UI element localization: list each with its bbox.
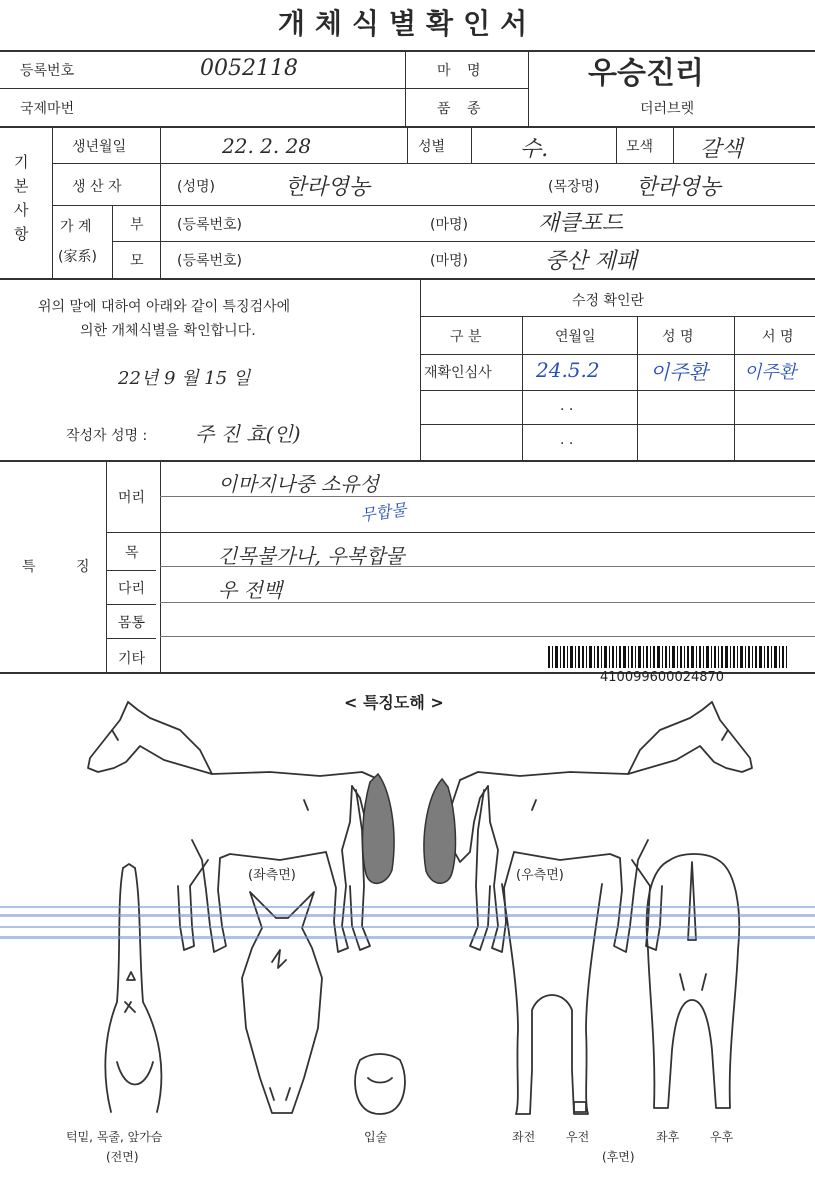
writing-line: [160, 636, 815, 637]
revision-row-2-date: . .: [560, 398, 574, 414]
col-divider: [160, 126, 161, 278]
sire-name-value: 재클포드: [538, 211, 624, 236]
horse-head-front-diagram: [232, 888, 332, 1126]
horse-name-label: 마 명: [437, 63, 487, 79]
other-label: 기타: [118, 651, 146, 667]
author-signature: 주 진 효(인): [195, 422, 301, 446]
horse-left-tail-diagram: [350, 770, 400, 890]
horse-rear-view-diagram: [640, 850, 752, 1120]
col-divider: [734, 316, 735, 460]
row-divider: [52, 163, 815, 164]
scan-artifact: [0, 906, 815, 908]
col-divider: [112, 205, 113, 278]
row-divider: [106, 532, 815, 533]
col-divider: [420, 278, 421, 460]
row-divider: [0, 278, 815, 280]
lips-label: 입술: [364, 1130, 388, 1144]
legs-label: 다리: [118, 581, 146, 597]
right-front-label: 우전: [566, 1130, 590, 1144]
col-divider: [407, 126, 408, 163]
col-divider: [673, 126, 674, 163]
row-divider: [106, 604, 156, 605]
head-label: 머리: [118, 490, 146, 506]
statement-line-2: 의한 개체식별을 확인합니다.: [80, 323, 256, 339]
dam-label: 모: [130, 253, 144, 269]
breed-label: 품 종: [437, 101, 487, 117]
revision-header-sign: 서 명: [762, 329, 794, 345]
revision-row-date: 24.5.2: [536, 358, 600, 382]
producer-name-label: (성명): [177, 179, 215, 195]
diagram-title: < 특징도해 >: [344, 693, 444, 712]
row-divider: [420, 316, 815, 317]
horse-name-value: 우승진리: [588, 56, 704, 91]
right-side-label: (우측면): [516, 868, 564, 883]
color-value: 갈색: [700, 137, 743, 162]
features-section-label: 특 징: [22, 559, 108, 575]
revision-header-type: 구 분: [450, 329, 482, 345]
body-label: 몸통: [118, 615, 146, 631]
front-caption: 턱밑, 목줄, 앞가슴: [66, 1130, 163, 1144]
right-hind-label: 우후: [710, 1130, 734, 1144]
row-divider: [52, 205, 815, 206]
document-title: 개체식별확인서: [277, 7, 538, 40]
row-divider: [106, 638, 156, 639]
sire-reg-label: (등록번호): [177, 217, 243, 233]
reg-no-label: 등록번호: [20, 63, 75, 79]
sex-label: 성별: [418, 139, 446, 155]
col-divider: [160, 462, 161, 672]
intl-no-label: 국제마번: [20, 101, 75, 117]
row-divider: [420, 390, 815, 391]
row-divider: [420, 424, 815, 425]
pedigree-label: 가 계: [60, 219, 92, 235]
horse-lips-diagram: [350, 1050, 410, 1120]
revision-header-name: 성 명: [662, 329, 694, 345]
scan-artifact: [0, 926, 815, 928]
statement-line-1: 위의 말에 대하여 아래와 같이 특징검사에: [38, 299, 291, 315]
dam-name-label: (마명): [430, 253, 468, 269]
revision-row-name: 이주환: [650, 360, 708, 384]
sire-name-label: (마명): [430, 217, 468, 233]
producer-name-value: 한라영농: [285, 175, 371, 200]
revision-row-3-date: . .: [560, 432, 574, 448]
col-divider: [528, 50, 529, 126]
neck-value: 긴목불가나, 우복합물: [218, 544, 405, 568]
front-label: (전면): [106, 1150, 139, 1164]
sire-label: 부: [130, 217, 144, 233]
legs-value: 우 전백: [218, 578, 283, 602]
head-value: 이마지나중 소유성: [218, 472, 379, 496]
col-divider: [405, 50, 406, 126]
reg-no-value: 0052118: [200, 56, 298, 81]
row-divider: [0, 88, 528, 89]
basic-section-label: 기본사항: [14, 153, 29, 243]
col-divider: [522, 316, 523, 460]
row-divider: [420, 354, 815, 355]
ranch-label: (목장명): [548, 179, 600, 195]
pedigree-hanja: (家系): [58, 249, 97, 265]
left-hind-label: 좌후: [656, 1130, 680, 1144]
neck-label: 목: [125, 545, 139, 561]
ranch-value: 한라영농: [636, 175, 722, 200]
issue-date: 22년 9 월 15 일: [118, 368, 251, 389]
rear-label: (후면): [602, 1150, 635, 1164]
color-label: 모색: [626, 139, 654, 155]
breed-value: 더러브렛: [640, 101, 695, 117]
col-divider: [471, 126, 472, 163]
dam-reg-label: (등록번호): [177, 253, 243, 269]
head-extra-value: 무합물: [359, 499, 408, 526]
revision-row-type: 재확인심사: [424, 365, 492, 381]
sex-value: 수.: [520, 137, 549, 162]
revision-header-date: 연월일: [555, 329, 596, 345]
horse-right-tail-diagram: [418, 775, 468, 890]
horse-front-chest-diagram: [95, 862, 175, 1124]
revision-row-sign: 이주환: [744, 362, 797, 383]
barcode-number: 410099600024870: [600, 670, 725, 685]
row-divider: [106, 570, 156, 571]
dam-name-value: 중산 제패: [545, 249, 638, 274]
revision-title: 수정 확인란: [572, 293, 645, 309]
producer-label: 생 산 자: [72, 179, 122, 195]
scan-artifact: [0, 936, 815, 939]
col-divider: [52, 126, 53, 278]
birth-value: 22. 2. 28: [222, 134, 312, 158]
left-side-label: (좌측면): [248, 868, 296, 883]
birth-label: 생년월일: [72, 139, 127, 155]
col-divider: [637, 316, 638, 460]
scan-artifact: [0, 914, 815, 917]
col-divider: [616, 126, 617, 163]
row-divider: [0, 460, 815, 462]
author-label: 작성자 성명 :: [66, 428, 148, 444]
row-divider: [112, 241, 815, 242]
left-front-label: 좌전: [512, 1130, 536, 1144]
